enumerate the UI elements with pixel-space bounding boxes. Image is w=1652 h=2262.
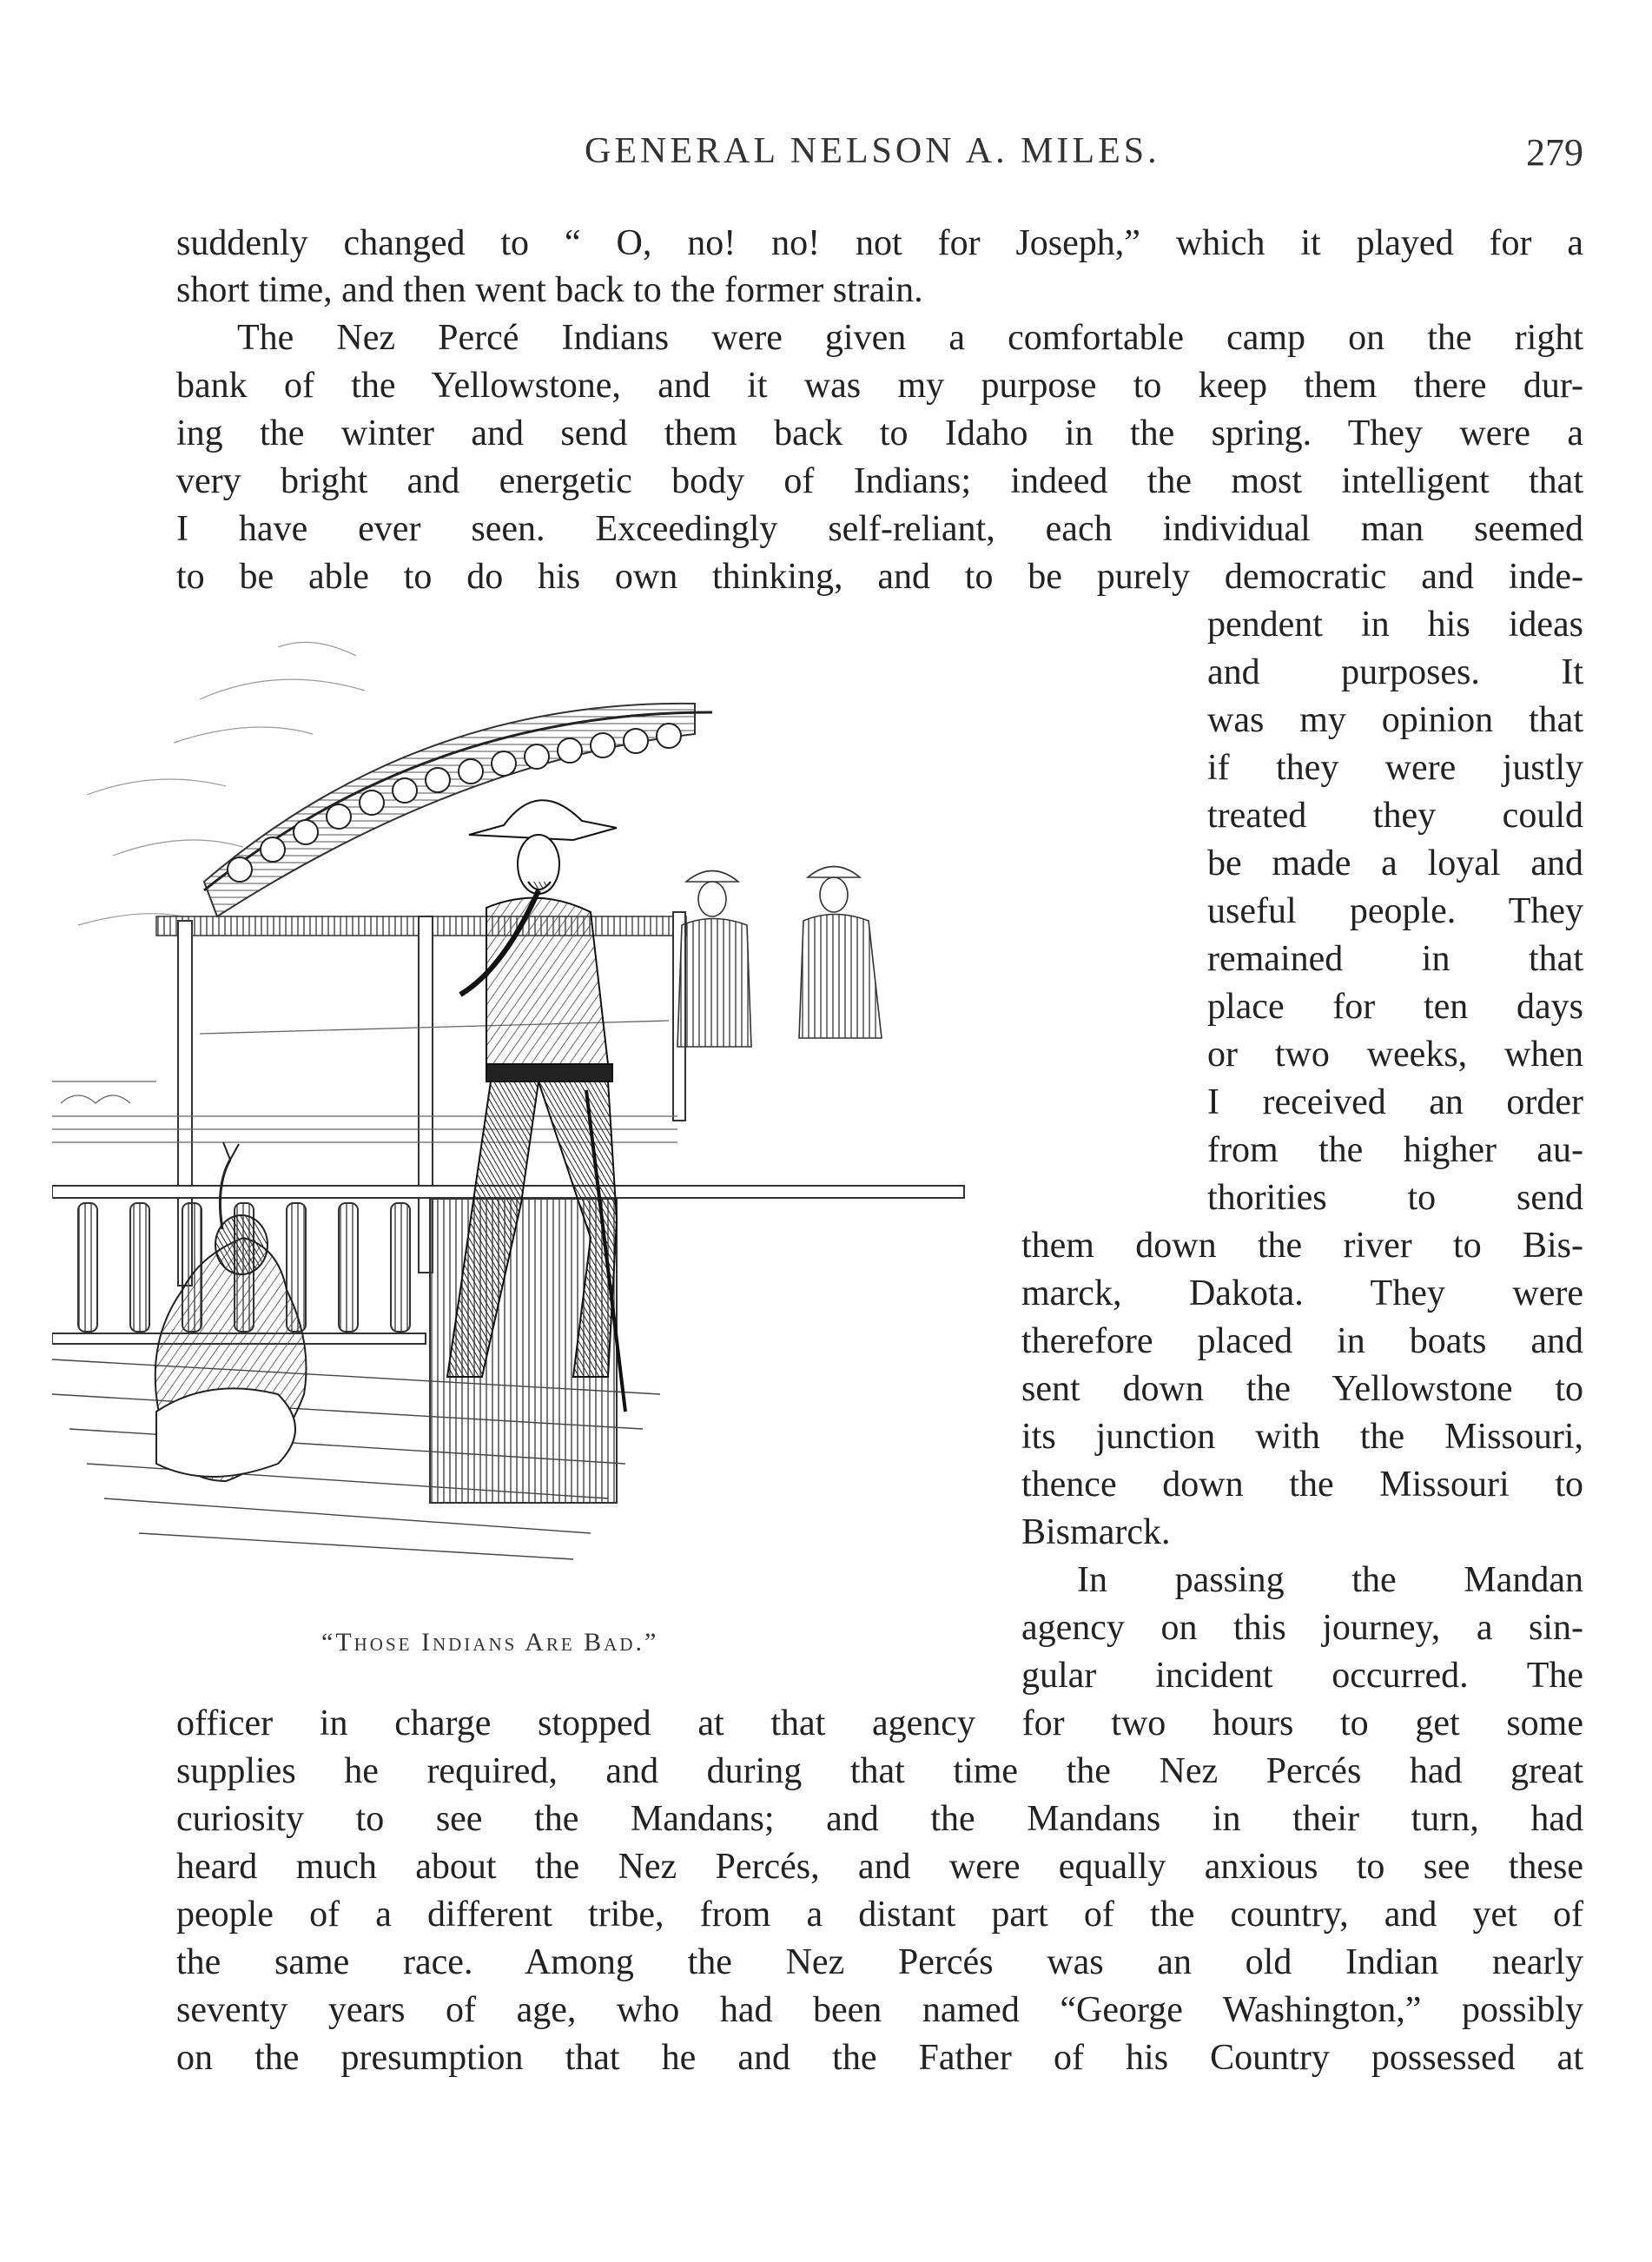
text-line: useful people. They	[1207, 891, 1583, 931]
background-soldiers	[677, 867, 882, 1048]
text-line: gular incident occurred. The	[1021, 1656, 1583, 1696]
text-line: seventy years of age, who had been named “George Washington,” possibly	[176, 1990, 1583, 2030]
running-head	[176, 130, 1583, 182]
text-line: In passing the Mandan	[1077, 1560, 1583, 1600]
text-line: or two weeks, when	[1207, 1035, 1583, 1075]
text-line: to be able to do his own thinking, and to be purely democratic and inde-	[176, 557, 1583, 597]
text-line: supplies he required, and during that time the Nez Percés had great	[176, 1751, 1583, 1791]
text-line: therefore placed in boats and	[1021, 1321, 1583, 1361]
text-line: thorities to send	[1207, 1178, 1583, 1218]
text-line: its junction with the Missouri,	[1021, 1417, 1583, 1457]
text-line: place for ten days	[1207, 987, 1583, 1027]
text-line: sent down the Yellowstone to	[1021, 1369, 1583, 1409]
text-line: on the presumption that he and the Father of his Country possessed at	[176, 2038, 1583, 2078]
text-line: people of a different tribe, from a distant part of the country, and yet of	[176, 1895, 1583, 1935]
running-title: GENERAL NELSON A. MILES.	[585, 131, 1160, 171]
boat-awning	[156, 704, 712, 936]
text-line: heard much about the Nez Percés, and were equally anxious to see these	[176, 1847, 1583, 1887]
text-line: from the higher au-	[1207, 1130, 1583, 1170]
text-line: I have ever seen. Exceedingly self-reliant, each individual man seemed	[176, 509, 1583, 549]
text-line: marck, Dakota. They were	[1021, 1273, 1583, 1313]
text-line: ing the winter and send them back to Idaho in the spring. They were a	[176, 413, 1583, 453]
text-line: very bright and energetic body of Indians; indeed the most intelligent that	[176, 461, 1583, 501]
text-line: suddenly changed to “ O, no! no! not for Joseph,” which it played for a	[176, 223, 1583, 263]
text-line: was my opinion that	[1207, 700, 1583, 740]
text-line: The Nez Percé Indians were given a comfortable camp on the right	[237, 318, 1583, 358]
text-line: and purposes. It	[1207, 652, 1583, 692]
figure-caption: “Those Indians Are Bad.”	[321, 1628, 659, 1657]
text-line: I received an order	[1207, 1082, 1583, 1122]
text-line: treated they could	[1207, 796, 1583, 836]
text-line: Bismarck.	[1021, 1512, 1171, 1552]
page-number: 279	[1526, 131, 1583, 174]
text-line: the same race. Among the Nez Percés was an old Indian nearly	[176, 1942, 1583, 1982]
text-line: if they were justly	[1207, 748, 1583, 788]
text-line: be made a loyal and	[1207, 843, 1583, 883]
text-line: curiosity to see the Mandans; and the Mandans in their turn, had	[176, 1799, 1583, 1839]
text-line: bank of the Yellowstone, and it was my purpose to keep them there dur-	[176, 366, 1583, 406]
text-line: officer in charge stopped at that agency for two hours to get some	[176, 1703, 1583, 1743]
text-line: agency on this journey, a sin-	[1021, 1608, 1583, 1648]
illustration	[52, 630, 999, 1603]
text-line: short time, and then went back to the former strain.	[176, 270, 923, 310]
text-line: thence down the Missouri to	[1021, 1465, 1583, 1505]
engraving-illustration	[52, 630, 999, 1603]
text-line: remained in that	[1207, 939, 1583, 979]
text-line: them down the river to Bis-	[1021, 1226, 1583, 1266]
text-line: pendent in his ideas	[1207, 605, 1583, 645]
